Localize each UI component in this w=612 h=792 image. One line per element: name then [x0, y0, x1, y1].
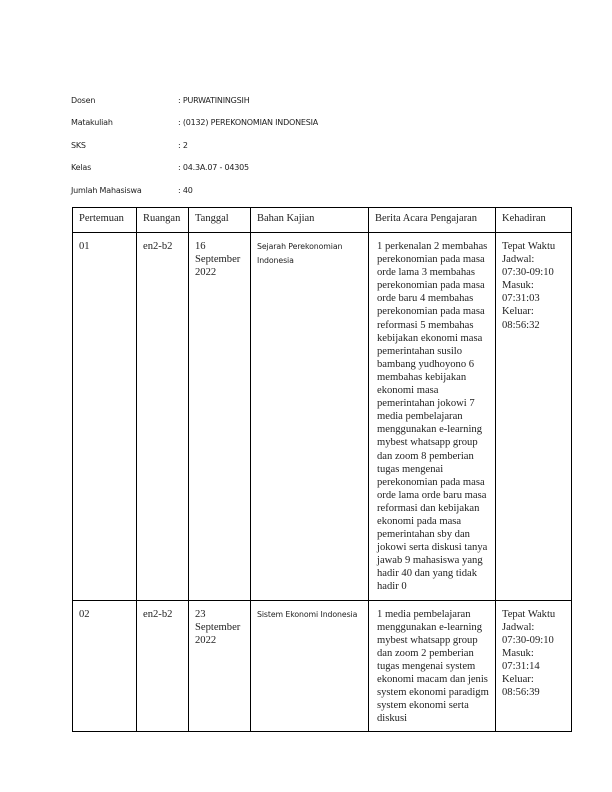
cell-berita-acara: 1 media pembelajaran menggunakan e-learning mybest whatsapp group dan zoom 2 pemberian tugas mengenai system ekonomi macam dan jenis system ekonomi paradigm system ekonomi serta diskusi	[369, 600, 496, 732]
cell-berita-acara: 1 perkenalan 2 membahas perekonomian pada masa orde lama 3 membahas perekonomian pada masa orde baru 4 membahas perekonomian pada masa reformasi 5 membahas kebijakan ekonomi masa pemerintahan susilo bambang yudhoyono 6 membahas kebijakan ekonomi masa pemerintahan jokowi 7 media pembelajaran menggunakan e-learning mybest whatsapp group dan zoom 8 pemberian tugas mengenai perekonomian pada masa orde lama orde baru masa reformasi dan kebijakan ekonomi pada masa pemerintahan sby dan jokowi serta diskusi tanya jawab 9 mahasiswa yang hadir 40 dan yang tidak hadir 0	[369, 233, 496, 601]
cell-bahan-kajian: Sistem Ekonomi Indonesia	[251, 600, 369, 732]
dosen-row	[71, 96, 318, 118]
cell-kehadiran: Tepat Waktu Jadwal: 07:30-09:10 Masuk: 07:31:14 Keluar: 08:56:39	[496, 600, 572, 732]
berita-acara-table	[72, 207, 572, 732]
cell-ruangan: en2-b2	[137, 600, 189, 732]
dosen-value: : PURWATININGSIH	[178, 96, 250, 105]
col-header-kehadiran: Kehadiran	[496, 208, 572, 233]
col-header-ruangan: Ruangan	[137, 208, 189, 233]
col-header-tanggal: Tanggal	[189, 208, 251, 233]
table-header-row	[73, 208, 572, 233]
col-header-pertemuan: Pertemuan	[73, 208, 137, 233]
sks-label: SKS	[71, 140, 86, 150]
cell-ruangan: en2-b2	[137, 233, 189, 601]
table-row	[73, 600, 572, 732]
table-row	[73, 233, 572, 601]
col-header-berita-acara: Berita Acara Pengajaran	[369, 208, 496, 233]
kelas-value: : 04.3A.07 - 04305	[178, 163, 249, 173]
cell-tanggal: 16 September 2022	[189, 233, 251, 601]
col-header-bahan-kajian: Bahan Kajian	[251, 208, 369, 233]
jumlah-mahasiswa-label: Jumlah Mahasiswa	[71, 185, 142, 195]
cell-kehadiran: Tepat Waktu Jadwal: 07:30-09:10 Masuk: 07:31:03 Keluar: 08:56:32	[496, 233, 572, 601]
kelas-row	[71, 163, 318, 185]
cell-pertemuan: 02	[73, 600, 137, 732]
matakuliah-label: Matakuliah	[71, 118, 113, 128]
cell-tanggal: 23 September 2022	[189, 600, 251, 732]
cell-pertemuan: 01	[73, 233, 137, 601]
sks-row	[71, 141, 318, 163]
jumlah-mahasiswa-value: : 40	[178, 185, 193, 195]
sks-value: : 2	[178, 140, 188, 150]
cell-bahan-kajian: Sejarah Perekonomian Indonesia	[251, 233, 369, 601]
kelas-label: Kelas	[71, 163, 92, 173]
jumlah-mahasiswa-row	[71, 186, 318, 208]
dosen-label: Dosen	[71, 96, 96, 105]
matakuliah-row	[71, 118, 318, 140]
course-info	[71, 96, 318, 208]
matakuliah-value: : (0132) PEREKONOMIAN INDONESIA	[178, 118, 319, 128]
